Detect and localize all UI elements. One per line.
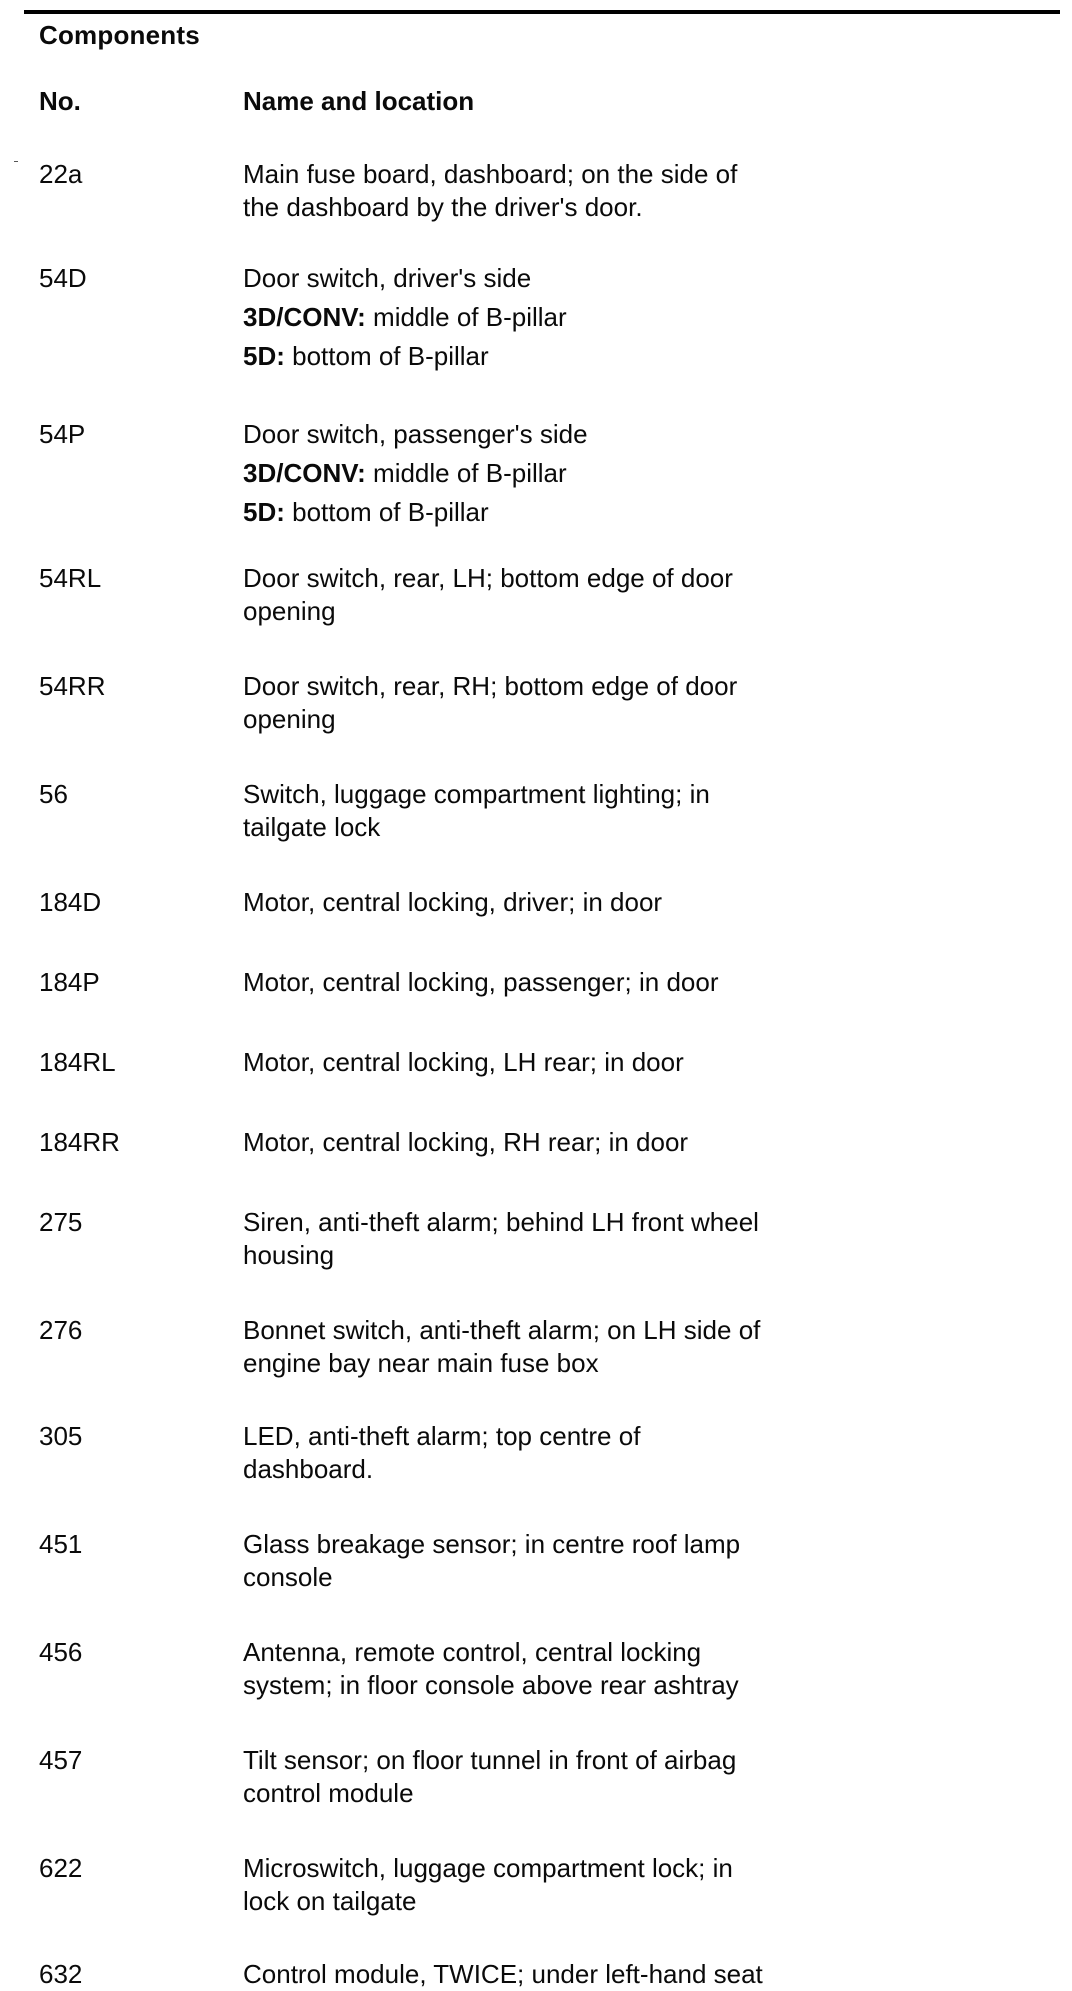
- description-line: Siren, anti-theft alarm; behind LH front wheel: [243, 1207, 759, 1237]
- description-line: Glass breakage sensor; in centre roof lamp: [243, 1529, 741, 1559]
- description-line: LED, anti-theft alarm; top centre of: [243, 1421, 641, 1451]
- description-line: Door switch, rear, RH; bottom edge of door: [243, 671, 738, 701]
- description-line: Main fuse board, dashboard; on the side of: [243, 159, 738, 189]
- component-number: 184RL: [39, 1047, 116, 1077]
- variant-text: bottom of B-pillar: [284, 341, 489, 371]
- section-title: Components: [39, 20, 200, 50]
- variant-text: middle of B-pillar: [365, 458, 567, 488]
- description-line: Control module, TWICE; under left-hand seat: [243, 1959, 763, 1989]
- description-line: opening: [243, 596, 336, 626]
- component-number: 451: [39, 1529, 83, 1559]
- component-description: [243, 1528, 1043, 1594]
- top-rule: [24, 10, 1060, 14]
- variant-text: bottom of B-pillar: [284, 497, 489, 527]
- column-header-no: No.: [39, 86, 81, 116]
- variant-location: [243, 301, 1043, 334]
- description-line: Motor, central locking, passenger; in door: [243, 967, 719, 997]
- description-line: dashboard.: [243, 1454, 374, 1484]
- component-number: 184D: [39, 887, 102, 917]
- description-line: lock on tailgate: [243, 1886, 417, 1916]
- description-line: housing: [243, 1240, 335, 1270]
- description-line: Motor, central locking, driver; in door: [243, 887, 663, 917]
- component-description: [243, 418, 1043, 529]
- component-description: [243, 778, 1043, 844]
- variant-location: [243, 457, 1043, 490]
- description-line: Motor, central locking, LH rear; in door: [243, 1047, 684, 1077]
- component-number: 622: [39, 1853, 83, 1883]
- description-line: control module: [243, 1778, 414, 1808]
- variant-label: 5D:: [243, 341, 285, 371]
- component-description: [243, 158, 1043, 224]
- component-number: 305: [39, 1421, 83, 1451]
- variant-location: [243, 340, 1043, 373]
- component-description: [243, 966, 1043, 999]
- variant-label: 3D/CONV:: [243, 458, 366, 488]
- component-description: [243, 1046, 1043, 1079]
- component-number: 276: [39, 1315, 83, 1345]
- description-line: Bonnet switch, anti-theft alarm; on LH side of: [243, 1315, 761, 1345]
- column-header-name: Name and location: [243, 86, 475, 116]
- component-number: 54D: [39, 263, 87, 293]
- component-number: 54RL: [39, 563, 102, 593]
- variant-location: [243, 496, 1043, 529]
- margin-mark: [14, 161, 18, 162]
- component-description: [243, 886, 1043, 919]
- description-line: console: [243, 1562, 333, 1592]
- description-line: the dashboard by the driver's door.: [243, 192, 643, 222]
- component-number: 22a: [39, 159, 83, 189]
- component-number: 184RR: [39, 1127, 120, 1157]
- component-description: [243, 562, 1043, 628]
- component-number: 184P: [39, 967, 100, 997]
- description-line: Tilt sensor; on floor tunnel in front of airbag: [243, 1745, 737, 1775]
- component-description: [243, 1852, 1043, 1918]
- variant-text: middle of B-pillar: [365, 302, 567, 332]
- description-line: opening: [243, 704, 336, 734]
- component-description: [243, 1420, 1043, 1486]
- description-line: engine bay near main fuse box: [243, 1348, 599, 1378]
- component-number: 54RR: [39, 671, 106, 701]
- description-line: Door switch, passenger's side: [243, 419, 588, 449]
- component-description: [243, 262, 1043, 373]
- description-line: Door switch, driver's side: [243, 263, 532, 293]
- component-number: 54P: [39, 419, 86, 449]
- component-description: [243, 670, 1043, 736]
- component-description: [243, 1636, 1043, 1702]
- description-line: Door switch, rear, LH; bottom edge of door: [243, 563, 733, 593]
- component-number: 56: [39, 779, 68, 809]
- component-description: [243, 1126, 1043, 1159]
- component-number: 456: [39, 1637, 83, 1667]
- component-number: 275: [39, 1207, 83, 1237]
- description-line: Switch, luggage compartment lighting; in: [243, 779, 710, 809]
- description-line: Antenna, remote control, central locking: [243, 1637, 702, 1667]
- component-description: [243, 1314, 1043, 1380]
- description-line: tailgate lock: [243, 812, 381, 842]
- component-number: 457: [39, 1745, 83, 1775]
- variant-label: 3D/CONV:: [243, 302, 366, 332]
- description-line: Microswitch, luggage compartment lock; in: [243, 1853, 733, 1883]
- variant-label: 5D:: [243, 497, 285, 527]
- component-description: [243, 1744, 1043, 1810]
- description-line: Motor, central locking, RH rear; in door: [243, 1127, 689, 1157]
- component-number: 632: [39, 1959, 83, 1989]
- component-description: [243, 1958, 1043, 1991]
- component-description: [243, 1206, 1043, 1272]
- description-line: system; in floor console above rear ashtray: [243, 1670, 739, 1700]
